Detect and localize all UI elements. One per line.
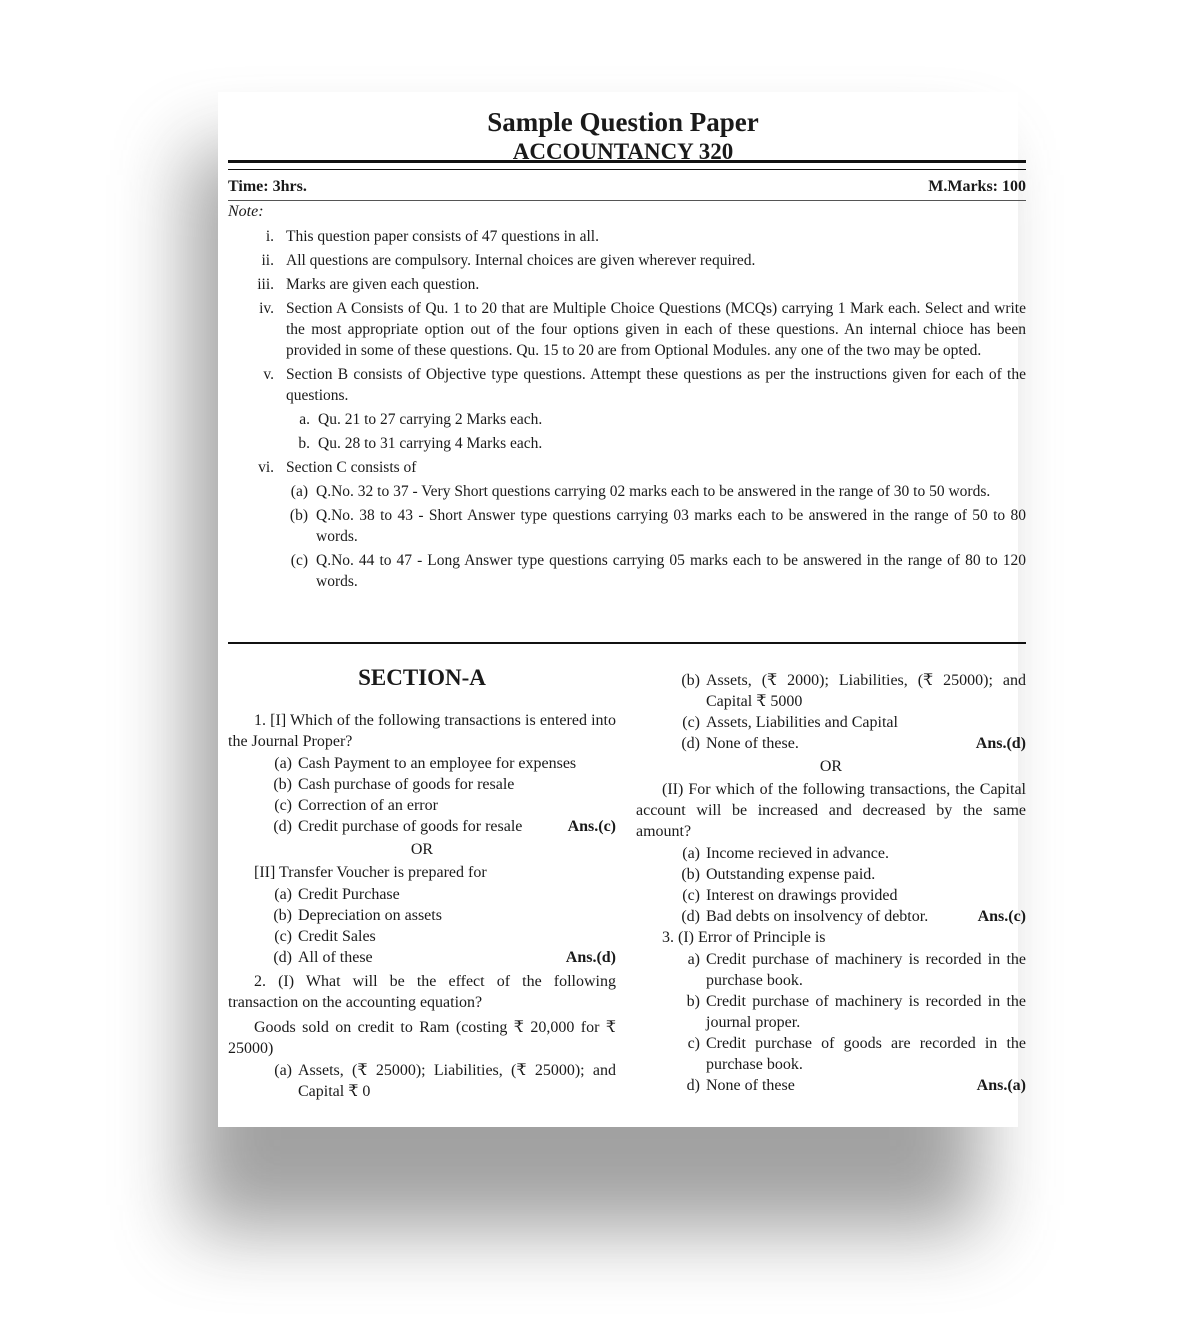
- option-item: [228, 926, 616, 947]
- option-label: (c): [682, 887, 700, 904]
- note-subitem: [228, 409, 1026, 430]
- option-text: Outstanding expense paid.: [706, 866, 876, 883]
- note-subnumber: (a): [290, 483, 308, 500]
- option-item: [636, 864, 1026, 885]
- note-text: Section C consists of: [286, 459, 417, 476]
- note-item: [228, 364, 1026, 406]
- answer-key: Ans.(c): [977, 908, 1026, 925]
- option-label: c): [687, 1035, 700, 1052]
- note-subtext: Q.No. 44 to 47 - Long Answer type questions carrying 05 marks each to be answered in the range of 80 to 120 words.: [316, 552, 1026, 590]
- option-text: Credit purchase of machinery is recorded in the journal proper.: [706, 993, 1026, 1031]
- question-2-text: 2. (I) What will be the effect of the following transaction on the accounting equation?: [228, 973, 616, 1011]
- note-text: All questions are compulsory. Internal choices are given wherever required.: [286, 252, 756, 269]
- option-item: [228, 816, 616, 837]
- option-label: (d): [681, 735, 700, 752]
- option-text: Correction of an error: [298, 797, 438, 814]
- or-separator: OR: [410, 841, 434, 858]
- note-item: [228, 274, 1026, 295]
- option-item: [636, 949, 1026, 991]
- option-item: [636, 670, 1026, 712]
- option-label: (d): [681, 908, 700, 925]
- note-subitem: [228, 433, 1026, 454]
- note-subtext: Qu. 28 to 31 carrying 4 Marks each.: [318, 435, 543, 452]
- option-item: [636, 733, 1026, 754]
- option-item: [636, 991, 1026, 1033]
- right-column: [636, 670, 1026, 1096]
- note-number: ii.: [261, 252, 274, 269]
- paper-title: Sample Question Paper: [487, 107, 759, 137]
- option-text: Assets, Liabilities and Capital: [706, 714, 898, 731]
- note-subtext: Q.No. 38 to 43 - Short Answer type questions carrying 03 marks each to be answered in the range of 50 to 80 words.: [316, 507, 1026, 545]
- option-label: (b): [681, 866, 700, 883]
- option-label: (a): [682, 845, 700, 862]
- instructions-list: [228, 226, 1026, 595]
- question-2-subtext: Goods sold on credit to Ram (costing ₹ 20,000 for ₹ 25000): [228, 1019, 616, 1057]
- option-item: [228, 947, 616, 968]
- option-label: (c): [274, 797, 292, 814]
- note-item: [228, 250, 1026, 271]
- option-label: (a): [274, 1062, 292, 1079]
- option-text: Income recieved in advance.: [706, 845, 890, 862]
- option-item: [228, 795, 616, 816]
- question-paper-page: [218, 92, 1026, 1127]
- option-text: Assets, (₹ 2000); Liabilities, (₹ 25000); and Capital ₹ 5000: [706, 672, 1026, 710]
- option-text: Credit Purchase: [298, 886, 400, 903]
- option-item: [636, 1033, 1026, 1075]
- option-label: (b): [681, 672, 700, 689]
- option-text: Credit purchase of goods are recorded in the purchase book.: [706, 1035, 1026, 1073]
- time-allowed: Time: 3hrs.: [228, 178, 307, 195]
- question-3-text: 3. (I) Error of Principle is: [662, 929, 826, 946]
- option-text: None of these: [706, 1077, 795, 1094]
- option-item: [228, 753, 616, 774]
- answer-key: Ans.(d): [565, 949, 616, 966]
- option-label: (c): [682, 714, 700, 731]
- question-1-alt-text: [II] Transfer Voucher is prepared for: [254, 864, 487, 881]
- note-item: [228, 457, 1026, 478]
- note-subnumber: b.: [298, 435, 310, 452]
- answer-key: Ans.(d): [975, 735, 1026, 752]
- option-item: [228, 1060, 616, 1102]
- option-item: [636, 1075, 1026, 1096]
- option-label: b): [686, 993, 700, 1010]
- option-label: (a): [274, 886, 292, 903]
- note-item: [228, 226, 1026, 247]
- note-subitem: [228, 505, 1026, 547]
- answer-key: Ans.(c): [567, 818, 616, 835]
- option-item: [228, 905, 616, 926]
- paper-subtitle: ACCOUNTANCY 320: [512, 139, 734, 164]
- section-a-heading: SECTION-A: [358, 665, 486, 690]
- option-item: [636, 712, 1026, 733]
- option-text: None of these.: [706, 735, 799, 752]
- option-item: [636, 906, 1026, 927]
- option-text: Cash purchase of goods for resale: [298, 776, 515, 793]
- header-thin-rule: [228, 200, 1026, 201]
- option-text: Depreciation on assets: [298, 907, 442, 924]
- option-label: (d): [273, 949, 292, 966]
- note-text: This question paper consists of 47 questions in all.: [286, 228, 599, 245]
- option-label: (c): [274, 928, 292, 945]
- note-subtext: Q.No. 32 to 37 - Very Short questions carrying 02 marks each to be answered in the range of 30 to 50 words.: [316, 483, 991, 500]
- note-subitem: [228, 481, 1026, 502]
- option-item: [636, 843, 1026, 864]
- option-item: [228, 774, 616, 795]
- note-subnumber: a.: [299, 411, 310, 428]
- option-label: (b): [273, 907, 292, 924]
- question-1-text: 1. [I] Which of the following transactions is entered into the Journal Proper?: [228, 712, 616, 750]
- note-subtext: Qu. 21 to 27 carrying 2 Marks each.: [318, 411, 543, 428]
- option-label: d): [686, 1077, 700, 1094]
- answer-key: Ans.(a): [976, 1077, 1026, 1094]
- option-text: Bad debts on insolvency of debtor.: [706, 908, 929, 925]
- or-separator: OR: [819, 758, 843, 775]
- option-label: a): [687, 951, 700, 968]
- option-label: (b): [273, 776, 292, 793]
- option-text: All of these: [298, 949, 373, 966]
- option-text: Assets, (₹ 25000); Liabilities, (₹ 25000); and Capital ₹ 0: [298, 1062, 616, 1100]
- note-text: Section A Consists of Qu. 1 to 20 that are Multiple Choice Questions (MCQs) carrying 1 Mark each. Select and write the most appropriate option out of the four options given in each of these questions. An internal chioce has been provided in some of these questions. Qu. 15 to 20 are from Optional Modules. any one of the two may be opted.: [286, 300, 1026, 359]
- option-item: [636, 885, 1026, 906]
- option-label: (d): [273, 818, 292, 835]
- note-number: iii.: [257, 276, 274, 293]
- option-label: (a): [274, 755, 292, 772]
- option-text: Interest on drawings provided: [706, 887, 898, 904]
- option-text: Cash Payment to an employee for expenses: [298, 755, 577, 772]
- note-item: [228, 298, 1026, 361]
- note-number: v.: [263, 366, 274, 383]
- note-text: Section B consists of Objective type questions. Attempt these questions as per the instructions given for each of the questions.: [286, 366, 1026, 404]
- section-divider: [228, 642, 1026, 644]
- note-subnumber: (c): [290, 552, 308, 569]
- note-subitem: [228, 550, 1026, 592]
- option-text: Credit purchase of goods for resale: [298, 818, 523, 835]
- option-text: Credit purchase of machinery is recorded in the purchase book.: [706, 951, 1026, 989]
- left-column: [228, 664, 616, 1102]
- note-number: vi.: [258, 459, 274, 476]
- option-item: [228, 884, 616, 905]
- question-2-alt-text: (II) For which of the following transactions, the Capital account will be increased and decreased by the same amount?: [636, 781, 1026, 840]
- note-number: iv.: [259, 300, 274, 317]
- note-subnumber: (b): [289, 507, 308, 524]
- max-marks: M.Marks: 100: [928, 178, 1026, 195]
- note-number: i.: [265, 228, 274, 245]
- option-text: Credit Sales: [298, 928, 376, 945]
- note-label: Note:: [228, 203, 264, 220]
- header-double-rule: [228, 160, 1026, 170]
- note-text: Marks are given each question.: [286, 276, 480, 293]
